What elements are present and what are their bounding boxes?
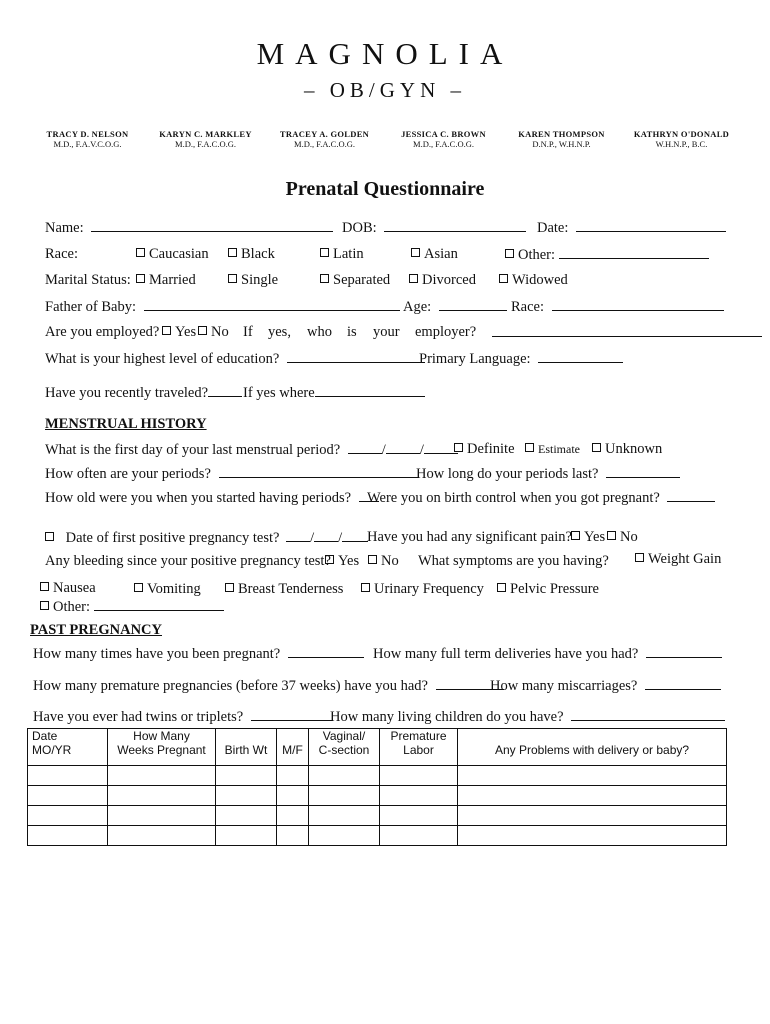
header-line: C-section [318,743,370,757]
marital-married[interactable] [136,272,196,289]
header-line: Birth Wt [224,743,268,757]
header-line: Any Problems with delivery or baby? [494,743,690,757]
dob-field[interactable] [384,219,526,232]
option-label: No [381,553,399,569]
header-line: Weeks Pregnant [117,743,206,757]
form-title: Prenatal Questionnaire [285,178,485,200]
traveled-row [45,384,242,402]
checkbox-icon[interactable] [497,583,506,592]
table-cell[interactable] [277,766,309,786]
option-label: Weight Gain [648,551,722,567]
symptom-urinary-frequency[interactable] [361,581,484,598]
checkbox-icon[interactable] [162,326,171,335]
table-cell[interactable] [380,806,458,826]
premature-row [33,677,504,695]
race-latin[interactable] [320,246,364,263]
pain-yes[interactable] [571,529,605,546]
name-row [45,219,333,237]
birth-control-row [367,489,715,507]
table-cell[interactable] [458,826,727,846]
lmp-estimate[interactable] [525,441,580,458]
table-cell[interactable] [309,806,380,826]
option-label: Asian [424,246,458,262]
checkbox-icon[interactable] [635,553,644,562]
table-cell[interactable] [28,826,108,846]
name-field[interactable] [91,219,333,232]
checkbox-icon[interactable] [320,274,329,283]
table-cell[interactable] [458,806,727,826]
col-birth-wt [216,729,277,766]
lmp-row: What is the first day of your last menstrual period? / / [45,441,458,459]
doctor-name: JESSICA C. BROWN [401,129,486,139]
option-label: Definite [467,441,515,457]
table-cell[interactable] [28,766,108,786]
first-test-day-field[interactable] [314,529,338,542]
birth-control-label: Were you on birth control when you got pregnant? [367,490,660,506]
marital-divorced[interactable] [409,272,476,289]
travel-where-row [243,384,425,402]
option-label: Latin [333,246,364,262]
lmp-unknown[interactable] [592,441,662,458]
doctor-5 [504,129,619,149]
practice-logo: MAGNOLIA [256,36,514,71]
miscarriages-row [490,677,721,695]
father-row [45,298,400,316]
full-term-row [373,645,722,663]
marital-single[interactable] [228,272,278,289]
doctor-6 [624,129,739,149]
father-race-label: Race: [511,299,545,315]
employer-w1: If [243,324,253,340]
lmp-label: What is the first day of your last menstrual period? [45,442,341,458]
twins-row [33,708,333,726]
table-cell[interactable] [28,806,108,826]
employer-w2: yes, [268,324,291,340]
bleeding-yes[interactable] [325,553,359,570]
doctor-3 [267,129,382,149]
pain-no[interactable] [607,529,638,546]
full-term-label: How many full term deliveries have you had? [373,646,639,662]
doctor-credentials: M.D., F.A.C.O.G. [413,139,474,149]
checkbox-icon[interactable] [499,274,508,283]
employed-yes[interactable] [162,324,196,341]
option-label: Pelvic Pressure [510,581,599,597]
doctor-2 [148,129,263,149]
education-field[interactable] [287,350,425,363]
checkbox-icon[interactable] [45,532,54,541]
date-label: Date: [537,220,569,236]
father-field[interactable] [144,298,400,311]
living-row [330,708,725,726]
option-label: Single [241,272,279,288]
header-line: Premature [390,729,447,743]
age-field[interactable] [439,298,507,311]
name-label: Name: [45,220,84,236]
doctor-4 [386,129,501,149]
table-cell[interactable] [309,786,380,806]
header-line: How Many [133,729,190,743]
checkbox-icon[interactable] [505,249,514,258]
education-row [45,350,425,368]
how-long-field[interactable] [606,465,680,478]
checkbox-icon[interactable] [607,531,616,540]
how-old-label: How old were you when you started having periods? [45,490,352,506]
how-old-row [45,489,379,507]
checkbox-icon[interactable] [325,555,334,564]
symptom-breast-tenderness[interactable] [225,581,343,598]
language-label: Primary Language: [419,351,531,367]
doctor-name: KARYN C. MARKLEY [159,129,252,139]
past-pregnancy-table [27,728,727,846]
option-label: Other: [518,247,556,263]
birth-control-field[interactable] [667,489,715,502]
living-field[interactable] [571,708,725,721]
option-label: Estimate [538,442,580,456]
table-row [28,826,727,846]
checkbox-icon[interactable] [411,248,420,257]
table-cell[interactable] [216,806,277,826]
table-cell[interactable] [380,826,458,846]
employer-w6: employer? [415,324,477,340]
lmp-month-field[interactable] [348,441,382,454]
doctor-credentials: M.D., F.A.V.C.O.G. [53,139,122,149]
miscarriages-field[interactable] [645,677,721,690]
doctor-credentials: M.D., F.A.C.O.G. [294,139,355,149]
checkbox-icon[interactable] [409,274,418,283]
past-pregnancy-heading: PAST PREGNANCY [30,622,162,638]
employer-w4: is [347,324,357,340]
option-label: Caucasian [149,246,209,262]
checkbox-icon[interactable] [361,583,370,592]
checkbox-icon[interactable] [571,531,580,540]
table-cell[interactable] [216,786,277,806]
twins-field[interactable] [251,708,333,721]
times-pregnant-row [33,645,364,663]
age-label: Age: [403,299,432,315]
symptom-other[interactable] [40,598,224,616]
checkbox-icon[interactable] [592,443,601,452]
age-row [403,298,507,316]
practice-subtitle: – OB/GYN – [303,78,466,102]
option-label: Breast Tenderness [238,581,344,597]
father-label: Father of Baby: [45,299,137,315]
checkbox-icon[interactable] [134,583,143,592]
employed-label: Are you employed? [45,324,160,340]
father-race-row [511,298,724,316]
doctor-credentials: W.H.N.P., B.C. [655,139,708,149]
option-label: Vomiting [147,581,201,597]
table-cell[interactable] [108,826,216,846]
header-line [281,729,304,743]
dob-label: DOB: [342,220,377,236]
date-field[interactable] [576,219,726,232]
option-label: Unknown [605,441,663,457]
times-pregnant-field[interactable] [288,645,364,658]
symptoms-label: What symptoms are you having? [418,553,609,569]
doctor-name: KAREN THOMPSON [518,129,605,139]
header-line: Labor [403,743,434,757]
option-label: Yes [175,324,197,340]
miscarriages-label: How many miscarriages? [490,678,638,694]
checkbox-icon[interactable] [320,248,329,257]
premature-label: How many premature pregnancies (before 37 weeks) have you had? [33,678,428,694]
bleeding-no[interactable] [368,553,399,570]
table-row [28,786,727,806]
employer-w5: your [373,324,400,340]
lmp-day-field[interactable] [386,441,420,454]
table-cell[interactable] [309,826,380,846]
checkbox-icon[interactable] [368,555,377,564]
symptom-nausea[interactable] [40,580,96,597]
option-label: Married [149,272,196,288]
doctor-credentials: M.D., F.A.C.O.G. [175,139,236,149]
symptom-pelvic-pressure[interactable] [497,581,599,598]
how-often-label: How often are your periods? [45,466,211,482]
doctor-name: TRACEY A. GOLDEN [279,129,370,139]
checkbox-icon[interactable] [40,601,49,610]
checkbox-icon[interactable] [228,248,237,257]
table-cell[interactable] [108,786,216,806]
travel-where-field[interactable] [315,384,425,397]
first-test-row: Date of first positive pregnancy test? / / [45,529,368,547]
how-long-label: How long do your periods last? [416,466,599,482]
table-header-row [28,729,727,766]
checkbox-icon[interactable] [454,443,463,452]
employer-w3: who [307,324,332,340]
option-label: Divorced [422,272,476,288]
full-term-field[interactable] [646,645,722,658]
option-label: Yes [584,529,606,545]
table-cell[interactable] [277,786,309,806]
table-cell[interactable] [108,806,216,826]
lmp-year-field[interactable] [424,441,458,454]
symptom-vomiting[interactable] [134,581,201,598]
option-label: Other: [53,599,91,615]
table-cell[interactable] [108,766,216,786]
table-cell[interactable] [216,826,277,846]
marital-label: Marital Status: [45,272,131,288]
option-label: Separated [333,272,391,288]
col-sex [277,729,309,766]
first-test-year-field[interactable] [342,529,368,542]
checkbox-icon[interactable] [198,326,207,335]
pain-label: Have you had any significant pain? [367,529,572,545]
how-often-field[interactable] [219,465,419,478]
menstrual-history-heading: MENSTRUAL HISTORY [45,416,207,432]
bleeding-label: Any bleeding since your positive pregnancy test? [45,553,331,569]
doctor-name: KATHRYN O'DONALD [633,129,730,139]
col-problems [458,729,727,766]
doctor-1 [30,129,145,149]
col-delivery [309,729,380,766]
twins-label: Have you ever had twins or triplets? [33,709,244,725]
traveled-label: Have you recently traveled? [45,385,209,401]
checkbox-icon[interactable] [525,443,534,452]
table-cell[interactable] [380,786,458,806]
table-cell[interactable] [458,766,727,786]
col-weeks [108,729,216,766]
checkbox-icon[interactable] [40,582,49,591]
employed-no[interactable] [198,324,229,341]
table-cell[interactable] [380,766,458,786]
table-cell[interactable] [277,826,309,846]
living-label: How many living children do you have? [330,709,564,725]
checkbox-icon[interactable] [228,274,237,283]
checkbox-icon[interactable] [136,274,145,283]
race-black[interactable] [228,246,275,263]
travel-where-label: If yes where [243,385,315,401]
option-label: Black [241,246,275,262]
traveled-field[interactable] [208,384,242,397]
first-test-label: Date of first positive pregnancy test? [65,530,280,546]
table-row [28,806,727,826]
employer-field[interactable] [492,324,762,337]
option-label: No [620,529,638,545]
doctor-name: TRACY D. NELSON [46,129,129,139]
lmp-definite[interactable] [454,441,515,458]
employer-row [492,324,762,342]
checkbox-icon[interactable] [225,583,234,592]
table-cell[interactable] [458,786,727,806]
symptom-weight-gain[interactable] [635,551,721,568]
date-row [537,219,726,237]
language-field[interactable] [538,350,623,363]
race-caucasian[interactable] [136,246,209,263]
symptom-other-field[interactable] [94,598,224,611]
race-asian[interactable] [411,246,458,263]
option-label: Yes [338,553,360,569]
header-line [462,729,722,743]
race-label: Race: [45,246,79,262]
how-long-row [416,465,680,483]
education-label: What is your highest level of education? [45,351,280,367]
option-label: Widowed [512,272,568,288]
header-line: M/F [282,743,303,757]
dob-row [342,219,526,237]
race-other[interactable] [505,246,709,264]
table-cell[interactable] [216,766,277,786]
col-premature [380,729,458,766]
table-row [28,766,727,786]
option-label: Nausea [53,580,96,596]
marital-separated[interactable] [320,272,390,289]
race-other-field[interactable] [559,246,709,259]
table-cell[interactable] [277,806,309,826]
how-often-row [45,465,419,483]
table-cell[interactable] [28,786,108,806]
header-line [220,729,272,743]
doctor-credentials: D.N.P., W.H.N.P. [532,139,591,149]
first-test-month-field[interactable] [286,529,310,542]
option-label: No [211,324,229,340]
father-race-field[interactable] [552,298,724,311]
table-cell[interactable] [309,766,380,786]
header-line: Vaginal/ [322,729,366,743]
header-line: Date [32,729,58,743]
language-row [419,350,623,368]
times-pregnant-label: How many times have you been pregnant? [33,646,281,662]
checkbox-icon[interactable] [136,248,145,257]
option-label: Urinary Frequency [374,581,484,597]
header-line: MO/YR [32,743,72,757]
col-date [28,729,108,766]
marital-widowed[interactable] [499,272,568,289]
